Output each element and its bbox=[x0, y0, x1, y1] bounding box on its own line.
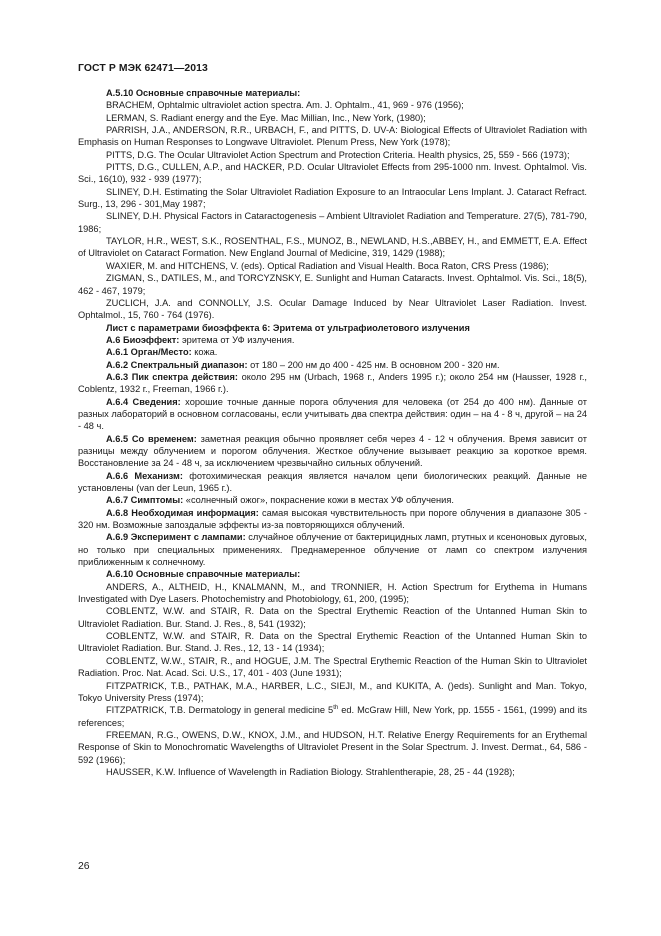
reference-text: ed. McGraw Hill, New York, pp. 1555 - 1561, (1999) and its references; bbox=[78, 705, 587, 728]
reference-item: LERMAN, S. Radiant energy and the Eye. Mac Millian, Inc., New York, (1980); bbox=[106, 112, 426, 123]
bioeffect-item bbox=[78, 494, 587, 506]
reference-item: PITTS, D.G., CULLEN, A.P., and HACKER, P.D. Ocular Ultraviolet Effects from 295-1000 nm. Invest. Ophtalmol. Vis. Sci., 16(10), 932 - 939 (1977); bbox=[78, 162, 587, 185]
reference-item: COBLENTZ, W.W., STAIR, R., and HOGUE, J.M. The Spectral Erythemic Reaction of the Human Skin to Ultraviolet Radiation. Proc. Nat. Acad. Sci. U.S., 17, 401 - 403 (June 1931); bbox=[78, 655, 587, 679]
bioeffect-item bbox=[78, 396, 587, 433]
item-label: A.6.5 Со временем: bbox=[106, 433, 197, 444]
reference-item: FREEMAN, R.G., OWENS, D.W., KNOX, J.M., and HUDSON, H.T. Relative Energy Requirements for an Erythemal Response of Skin to Monochromatic Wavelengths of Ultraviolet Present in the Solar Spectrum. J. Invest. Dermat., 64, 586 - 592 (1966); bbox=[78, 729, 587, 765]
item-text: хорошие точные данные порога облучения для человека (от 254 до 400 нм). Данные от разных лабораторий в основном согласованы, если учитывать два спектра действия: один – на 4 - 8 ч, другой – на 24 - 48 ч. bbox=[78, 396, 587, 432]
item-text: от 180 – 200 нм до 400 - 425 нм. В основном 200 - 320 нм. bbox=[247, 359, 500, 370]
bioeffect-sheet-title: Лист с параметрами биоэффекта 6: Эритема от ультрафиолетового излучения bbox=[106, 322, 470, 333]
item-text: фотохимическая реакция является началом цепи биологических реакций. Данные не установлены (van der Leun, 1965 г.). bbox=[78, 470, 587, 493]
reference-item: BRACHEM, Ophtalmic ultraviolet action spectra. Am. J. Ophtalm., 41, 969 - 976 (1956); bbox=[106, 100, 464, 111]
reference-item: COBLENTZ, W.W. and STAIR, R. Data on the Spectral Erythemic Reaction of the Untanned Human Skin to Ultraviolet Radiation. Bur. Stand. J. Res., 12, 13 - 14 (1934); bbox=[78, 631, 587, 654]
item-label: A.6.9 Эксперимент с лампами: bbox=[106, 532, 246, 543]
section-heading-a610: A.6.10 Основные справочные материалы: bbox=[106, 569, 301, 580]
item-label: A.6.3 Пик спектра действия: bbox=[106, 371, 238, 382]
reference-item: ZUCLICH, J.A. and CONNOLLY, J.S. Ocular Damage Induced by Near Ultraviolet Laser Radiation. Invest. Ophtalmol., 15, 760 - 764 (1976). bbox=[78, 297, 587, 321]
item-text: кожа. bbox=[191, 347, 218, 358]
reference-item: SLINEY, D.H. Estimating the Solar Ultraviolet Radiation Exposure to an Intraocular Lens Implant. J. Cataract Refract. Surg., 13, 296 - 301,May 1987; bbox=[78, 186, 587, 210]
item-label: A.6.8 Необходимая информация: bbox=[106, 507, 259, 518]
item-label: A.6.4 Сведения: bbox=[106, 396, 181, 407]
reference-item: FITZPATRICK, T.B., PATHAK, M.A., HARBER, L.C., SIEJI, M., and KUKITA, A. ()eds). Sunlight and Man. Tokyo, Tokyo University Press (1974); bbox=[78, 680, 587, 703]
bioeffect-item bbox=[78, 433, 587, 470]
item-text: заметная реакция обычно проявляет себя через 4 - 12 ч облучения. Время зависит от разницы между облучением и порогом облучения. Жесткое облучение вызывает реакцию за короткое время. Восстановление за 24 - 48 ч, за исключением чрезвычайно сильных облучений. bbox=[78, 433, 587, 469]
reference-item: ZIGMAN, S., DATILES, M., and TORCYZNSKY, E. Sunlight and Human Cataracts. Invest. Ophtalmol. Vis. Sci., 18(5), 462 - 467, 1979; bbox=[78, 273, 587, 296]
bioeffect-item bbox=[78, 371, 587, 396]
bioeffect-item bbox=[78, 470, 587, 495]
reference-item: PITTS, D.G. The Ocular Ultraviolet Action Spectrum and Protection Criteria. Health physics, 25, 559 - 566 (1973); bbox=[106, 149, 570, 160]
item-label: A.6.1 Орган/Место: bbox=[106, 347, 192, 358]
bioeffect-item bbox=[78, 507, 587, 532]
page-number: 26 bbox=[78, 861, 90, 872]
reference-item: SLINEY, D.H. Physical Factors in Cataractogenesis – Ambient Ultraviolet Radiation and Temperature. 27(5), 781-790, 1986; bbox=[78, 211, 587, 234]
item-label: A.6 Биоэффект: bbox=[106, 334, 180, 345]
reference-item: TAYLOR, H.R., WEST, S.K., ROSENTHAL, F.S., MUNOZ, B., NEWLAND, H.S.,ABBEY, H., and EMMETT, E.A. Effect of Ultraviolet on Cataract Formation. New England Journal of Medicine, 319, 1429 (1988); bbox=[78, 236, 587, 259]
item-label: A.6.6 Механизм: bbox=[106, 470, 183, 481]
bioeffect-item bbox=[78, 334, 587, 346]
reference-item: HAUSSER, K.W. Influence of Wavelength in Radiation Biology. Strahlentherapie, 28, 25 - 44 (1928); bbox=[106, 766, 515, 777]
reference-item: COBLENTZ, W.W. and STAIR, R. Data on the Spectral Erythemic Reaction of the Untanned Human Skin to Ultraviolet Radiation. Bur. Stand. J. Res., 8, 541 (1932); bbox=[78, 606, 587, 629]
item-text: самая высокая чувствительность при пороге облучения в диапазоне 305 - 320 нм. Возможные запоздалые эффекты из-за повторяющихся облучений. bbox=[78, 507, 588, 531]
section-heading-a510: A.5.10 Основные справочные материалы: bbox=[106, 88, 301, 98]
bioeffect-item bbox=[78, 346, 587, 358]
reference-text: FITZPATRICK, T.B. Dermatology in general medicine 5 bbox=[106, 705, 334, 716]
standard-header: ГОСТ Р МЭК 62471—2013 bbox=[78, 63, 208, 74]
superscript: th bbox=[333, 705, 339, 712]
reference-item: WAXIER, M. and HITCHENS, V. (eds). Optical Radiation and Visual Health. Boca Raton, CRS Press (1986); bbox=[106, 260, 549, 271]
item-text: «солнечный ожог», покраснение кожи в местах УФ облучения. bbox=[183, 495, 454, 506]
item-text: эритема от УФ излучения. bbox=[179, 334, 295, 345]
item-text: случайное облучение от бактерицидных ламп, ртутных и ксеноновых дуговых, но только при специальных применениях. Преднамеренное облучение от ламп со спектром излучения приближенным к солнечному. bbox=[78, 532, 588, 568]
page-body bbox=[78, 87, 587, 778]
item-text: около 295 нм (Urbach, 1968 г., Anders 1995 г.); около 254 нм (Hausser, 1928 г., Coblentz, 1932 г., Freeman, 1966 г.). bbox=[78, 371, 587, 395]
reference-item: ANDERS, A., ALTHEID, H., KNALMANN, M., and TRONNIER, H. Action Spectrum for Erythema in Humans Investigated with Dye Lasers. Photochemistry and Photobiology, 61, 200, (1995); bbox=[78, 581, 587, 605]
reference-item bbox=[78, 704, 587, 729]
bioeffect-item bbox=[78, 531, 587, 568]
item-label: A.6.2 Спектральный диапазон: bbox=[106, 359, 248, 370]
reference-item: PARRISH, J.A., ANDERSON, R.R., URBACH, F., and PITTS, D. UV-A: Biological Effects of Ultraviolet Radiation with Emphasis on Human Responses to Longwave Ultraviolet. Plenum Press, New York (1978); bbox=[78, 125, 587, 148]
bioeffect-item bbox=[78, 359, 587, 371]
item-label: A.6.7 Симптомы: bbox=[106, 495, 184, 506]
